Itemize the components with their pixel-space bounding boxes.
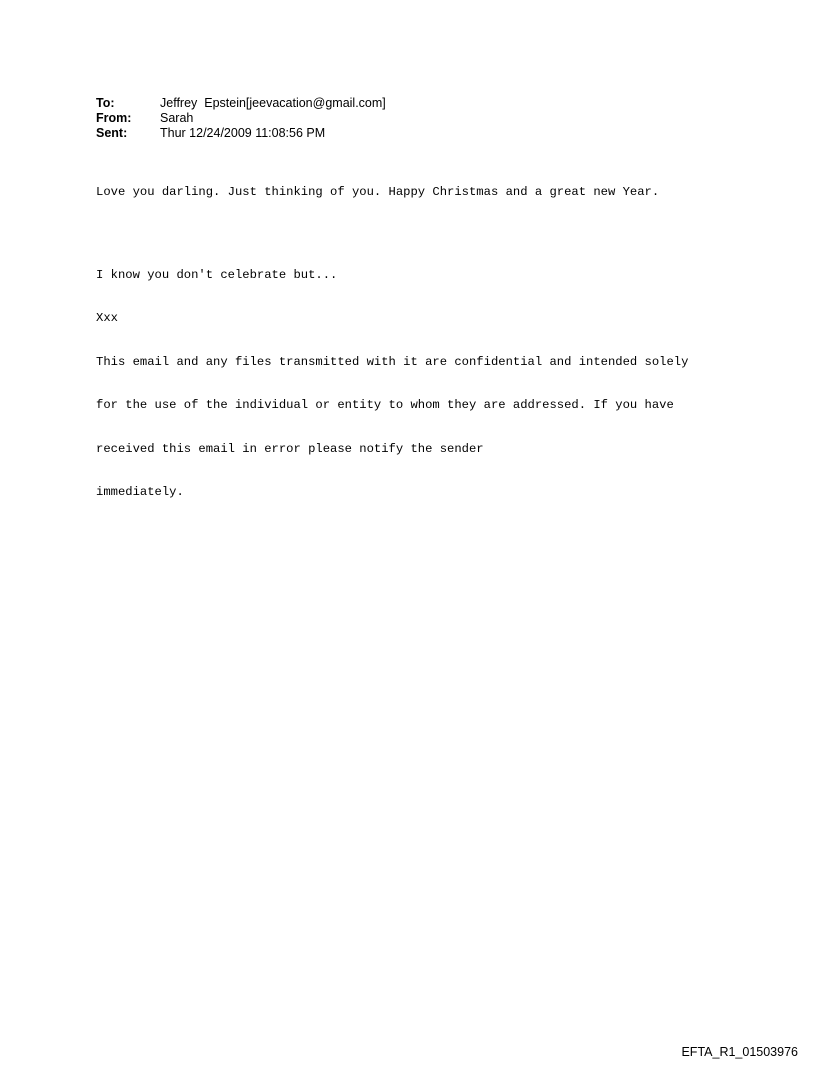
body-line-celebrate: I know you don't celebrate but... bbox=[96, 267, 338, 282]
document-id: EFTA_R1_01503976 bbox=[681, 1045, 798, 1059]
sent-value: Thur 12/24/2009 11:08:56 PM bbox=[160, 126, 326, 140]
disclaimer-line-2: for the use of the individual or entity to whom they are addressed. If you have bbox=[96, 398, 674, 412]
to-row bbox=[96, 96, 386, 111]
sent-label: Sent: bbox=[96, 126, 128, 140]
paragraph-gap bbox=[96, 229, 776, 239]
body-line-greeting: Love you darling. Just thinking of you. Happy Christmas and a great new Year. bbox=[96, 185, 660, 199]
body-line-signoff: Xxx bbox=[96, 311, 118, 325]
disclaimer-line-1: This email and any files transmitted with it are confidential and intended solely bbox=[96, 354, 689, 369]
disclaimer-line-3: received this email in error please notify the sender bbox=[96, 441, 484, 456]
disclaimer-line-4: immediately. bbox=[96, 485, 184, 499]
to-label: To: bbox=[96, 96, 115, 110]
email-header bbox=[96, 96, 386, 141]
from-label: From: bbox=[96, 111, 132, 125]
email-body bbox=[96, 156, 776, 514]
to-value: Jeffrey Epstein[jeevacation@gmail.com] bbox=[160, 96, 386, 110]
from-value: Sarah bbox=[160, 111, 194, 125]
from-row bbox=[96, 111, 386, 126]
sent-row bbox=[96, 126, 386, 141]
